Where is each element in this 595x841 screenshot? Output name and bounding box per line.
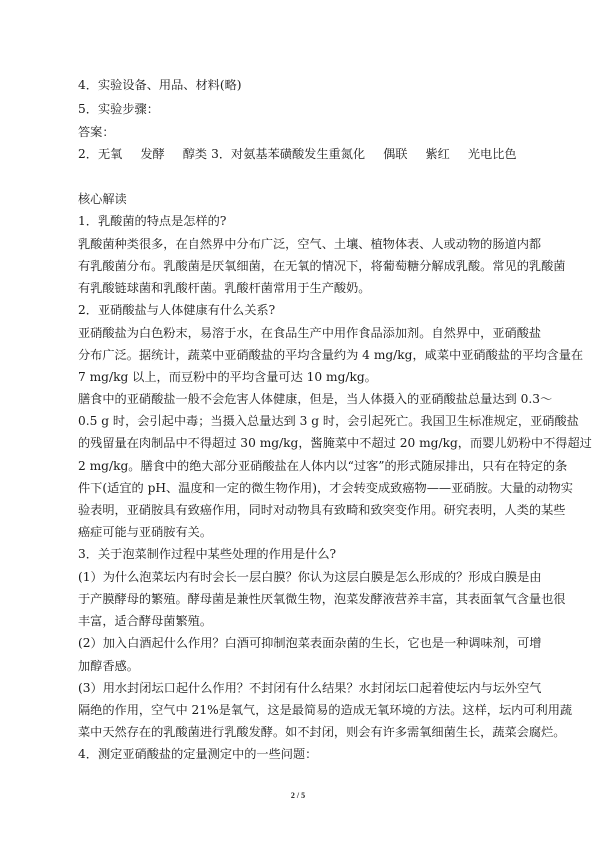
text-line: 0.5 g 时，会引起中毒；当摄入总量达到 3 g 时，会引起死亡。我国卫生标准规定，亚硝酸盐 xyxy=(78,414,579,428)
text-line: 膳食中的亚硝酸盐一般不会危害人体健康，但是，当人体摄入的亚硝酸盐总量达到 0.3～ xyxy=(78,392,553,406)
answer-item: 发酵 xyxy=(140,147,165,161)
text-line: 5．实验步骤： xyxy=(78,102,159,116)
answer-item: 紫红 xyxy=(425,147,450,161)
text-line: 于产膜酵母的繁殖。酵母菌是兼性厌氧微生物，泡菜发酵液营养丰富，其表面氧气含量也很 xyxy=(78,592,566,606)
text-line: 分布广泛。据统计，蔬菜中亚硝酸盐的平均含量约为 4 mg/kg，咸菜中亚硝酸盐的平均含量在 xyxy=(78,348,584,362)
text-line: 验表明，亚硝胺具有致癌作用，同时对动物具有致畸和致突变作用。研究表明，人类的某些 xyxy=(78,503,566,517)
question-heading: 3．关于泡菜制作过程中某些处理的作用是什么? xyxy=(78,547,337,561)
text-line: 有乳酸菌分布。乳酸菌是厌氧细菌，在无氧的情况下，将葡萄糖分解成乳酸。常见的乳酸菌 xyxy=(78,259,566,273)
question-heading: 2．亚硝酸盐与人体健康有什么关系? xyxy=(78,303,276,317)
text-line: 有乳酸链球菌和乳酸杆菌。乳酸杆菌常用于生产酸奶。 xyxy=(78,281,371,295)
text-line: 的残留量在肉制品中不得超过 30 mg/kg，酱腌菜中不超过 20 mg/kg，而婴儿奶粉中不得超过 xyxy=(78,436,592,450)
question-heading: 1．乳酸菌的特点是怎样的? xyxy=(78,214,227,228)
section-heading: 核心解读 xyxy=(78,192,127,206)
answer-line xyxy=(78,146,535,162)
text-line: 亚硝酸盐为白色粉末，易溶于水，在食品生产中用作食品添加剂。自然界中，亚硝酸盐 xyxy=(78,326,542,340)
answer-item: 2．无氧 xyxy=(78,147,123,161)
answer-item: 醇类 xyxy=(182,147,208,161)
text-line: (3）用水封闭坛口起什么作用？不封闭有什么结果？水封闭坛口起着使坛内与坛外空气 xyxy=(78,681,542,695)
text-line: 答案： xyxy=(78,125,115,139)
text-line: 隔绝的作用，空气中 21%是氧气，这是最简易的造成无氧环境的方法。这样，坛内可利用蔬 xyxy=(78,703,573,717)
answer-item: 3．对氨基苯磺酸发生重氮化 xyxy=(211,147,366,161)
text-line: 加醇香感。 xyxy=(78,659,139,673)
text-line: 菜中天然存在的乳酸菌进行乳酸发酵。如不封闭，则会有许多需氧细菌生长，蔬菜会腐烂。 xyxy=(78,725,566,739)
text-line: 件下(适宜的 pH、温度和一定的微生物作用)，才会转变成致癌物——亚硝胺。大量的动物实 xyxy=(78,481,573,495)
text-line: 乳酸菌种类很多，在自然界中分布广泛，空气、土壤、植物体表、人或动物的肠道内都 xyxy=(78,237,542,251)
text-line: 2 mg/kg。膳食中的绝大部分亚硝酸盐在人体内以“过客”的形式随尿排出，只有在特定的条 xyxy=(78,459,568,473)
page-number: 2 / 5 xyxy=(290,791,306,800)
document-page xyxy=(78,0,592,841)
answer-item: 光电比色 xyxy=(467,147,517,161)
text-line: 7 mg/kg 以上，而豆粉中的平均含量可达 10 mg/kg。 xyxy=(78,370,377,384)
text-line: (1）为什么泡菜坛内有时会长一层白膜？你认为这层白膜是怎么形成的？形成白膜是由 xyxy=(78,570,542,584)
text-line: 癌症可能与亚硝胺有关。 xyxy=(78,525,213,539)
text-line: (2）加入白酒起什么作用？白酒可抑制泡菜表面杂菌的生长，它也是一种调味剂，可增 xyxy=(78,636,542,650)
text-line: 4．实验设备、用品、材料(略) xyxy=(78,78,242,92)
answer-item: 偶联 xyxy=(383,147,408,161)
question-heading: 4．测定亚硝酸盐的定量测定中的一些问题： xyxy=(78,747,318,761)
text-line: 丰富，适合酵母菌繁殖。 xyxy=(78,614,213,628)
